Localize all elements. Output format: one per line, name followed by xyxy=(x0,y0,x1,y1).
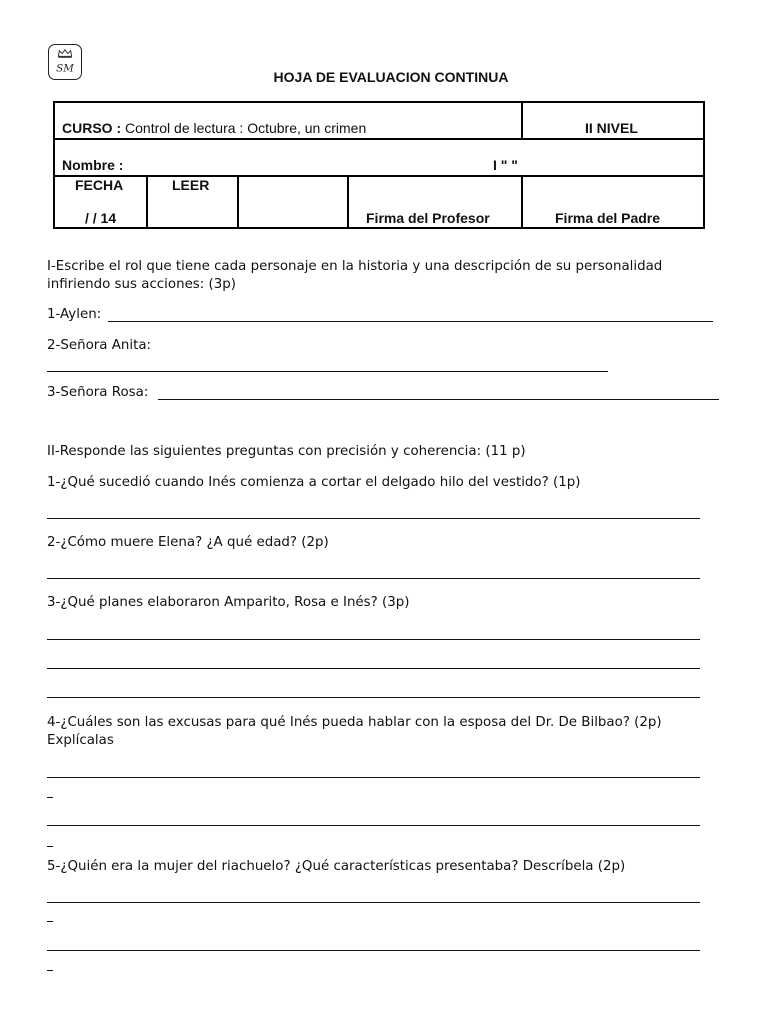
answer-line-rosa[interactable] xyxy=(158,399,719,400)
document-title: HOJA DE EVALUACION CONTINUA xyxy=(273,69,509,85)
answer-line-q4-a[interactable] xyxy=(47,777,700,778)
grade-marks: I " " xyxy=(493,157,518,173)
answer-line-aylen[interactable] xyxy=(108,321,713,322)
section1-heading: I-Escribe el rol que tiene cada personaje en la historia y una descripción de su personalidad infiriendo sus acciones: (3p) xyxy=(47,259,663,292)
answer-line-q4-b-dash xyxy=(47,846,53,847)
item-senora-rosa: 3-Señora Rosa: xyxy=(47,385,149,400)
svg-text:SM: SM xyxy=(56,62,74,75)
curso-value: Control de lectura : Octubre, un crimen xyxy=(125,120,367,136)
header-table xyxy=(53,101,705,229)
answer-line-q3-a[interactable] xyxy=(47,639,700,640)
question-5: 5-¿Quién era la mujer del riachuelo? ¿Qué características presentaba? Descríbela (2p) xyxy=(47,859,626,874)
question-1: 1-¿Qué sucedió cuando Inés comienza a cortar el delgado hilo del vestido? (1p) xyxy=(47,475,581,490)
nivel-label: II NIVEL xyxy=(585,120,638,136)
answer-line-q4-a-dash xyxy=(47,797,53,798)
answer-line-q5-a-dash xyxy=(47,921,53,922)
fecha-value: / / 14 xyxy=(85,210,117,226)
answer-line-q5-b[interactable] xyxy=(47,950,700,951)
question-2: 2-¿Cómo muere Elena? ¿A qué edad? (2p) xyxy=(47,535,329,550)
answer-line-q3-c[interactable] xyxy=(47,697,700,698)
firma-padre-label: Firma del Padre xyxy=(555,210,661,226)
answer-line-q4-b[interactable] xyxy=(47,825,700,826)
nombre-label: Nombre : xyxy=(62,157,124,173)
question-3: 3-¿Qué planes elaboraron Amparito, Rosa e Inés? (3p) xyxy=(47,595,410,610)
section2-heading: II-Responde las siguientes preguntas con precisión y coherencia: (11 p) xyxy=(47,444,526,459)
answer-line-q2[interactable] xyxy=(47,578,700,579)
answer-line-q5-a[interactable] xyxy=(47,902,700,903)
answer-line-q3-b[interactable] xyxy=(47,668,700,669)
curso-field xyxy=(62,120,366,136)
question-4: 4-¿Cuáles son las excusas para qué Inés pueda hablar con la esposa del Dr. De Bilbao? (2p) Explícalas xyxy=(47,715,662,748)
answer-line-q1[interactable] xyxy=(47,518,700,519)
answer-line-q5-b-dash xyxy=(47,970,53,971)
item-aylen: 1-Aylen: xyxy=(47,307,102,322)
curso-label: CURSO : xyxy=(62,120,122,136)
leer-label: LEER xyxy=(172,177,210,193)
fecha-label: FECHA xyxy=(75,177,124,193)
answer-line-anita[interactable] xyxy=(47,371,608,372)
firma-profesor-label: Firma del Profesor xyxy=(366,210,490,226)
item-senora-anita: 2-Señora Anita: xyxy=(47,338,152,353)
